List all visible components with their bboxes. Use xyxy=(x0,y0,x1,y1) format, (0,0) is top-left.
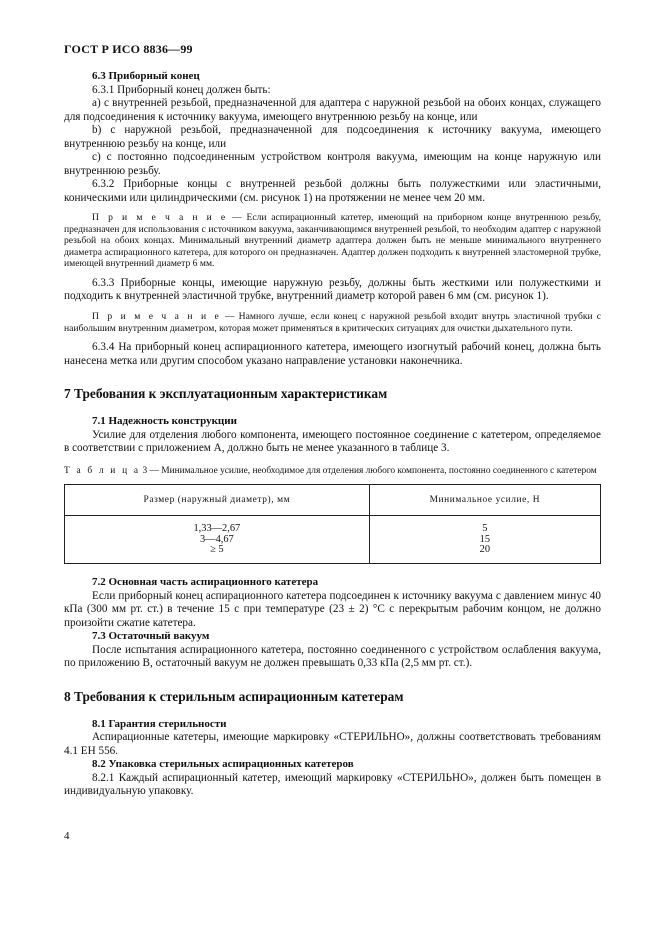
note-2 xyxy=(64,311,601,334)
section-7-3-title: 7.3 Остаточный вакуум xyxy=(92,630,210,643)
para-6-3-4: 6.3.4 На приборный конец аспирационного катетера, имеющего изогнутый рабочий конец, должна быть нанесена метка или другим способом указано направление установки наконечника. xyxy=(64,341,601,367)
para-6-3-1: 6.3.1 Приборный конец должен быть: xyxy=(92,83,271,96)
item-a: а) с внутренней резьбой, предназначенной для адаптера с наружной резьбой на обоих концах, служащего для подсоединения к источнику вакуума, имеющего внутреннюю резьбу на конце, или xyxy=(64,97,601,123)
page-number: 4 xyxy=(64,830,70,842)
para-8-1: Аспирационные катетеры, имеющие маркировку «СТЕРИЛЬНО», должны соответствовать требованиям 4.1 ЕН 556. xyxy=(64,731,601,757)
force-value: 15 xyxy=(479,533,491,545)
force-value: 5 xyxy=(482,523,488,535)
section-7-1-title: 7.1 Надежность конструкции xyxy=(92,415,237,428)
note-1 xyxy=(64,212,601,270)
table-caption xyxy=(64,466,601,478)
table-cell-forces xyxy=(369,516,600,564)
force-table xyxy=(64,484,601,564)
section-7-title: 7 Требования к эксплуатационным характеристикам xyxy=(64,386,388,402)
item-b: b) с наружной резьбой, предназначенной для подсоединения к источнику вакуума, имеющего внутреннюю резьбу на конце, или xyxy=(64,124,601,150)
section-8-1-title: 8.1 Гарантия стерильности xyxy=(92,717,227,730)
note-1-label: П р и м е ч а н и е xyxy=(92,212,228,223)
section-8-2-title: 8.2 Упаковка стерильных аспирационных катетеров xyxy=(92,758,354,771)
document-body xyxy=(64,70,601,799)
para-6-3-2: 6.3.2 Приборные концы с внутренней резьбой должны быть полужесткими или эластичными, коническими или цилиндрическими (см. рисунок 1) на протяжении не менее чем 20 мм. xyxy=(64,178,601,204)
table-header-force: Минимальное усилие, Н xyxy=(369,485,600,516)
note-2-text: — Намного лучше, если конец с наружной резьбой входит внутрь эластичной трубки с наибольшим внутренним диаметром, которая может применяться в критических ситуациях для очистки дыхательного пути. xyxy=(64,310,601,334)
para-6-3-3: 6.3.3 Приборные концы, имеющие наружную резьбу, должны быть жесткими или полужесткими и подходить к внутренней эластичной трубке, внутренний диаметр которой равен 6 мм (см. рисунок 1). xyxy=(64,276,601,303)
para-7-2: Если приборный конец аспирационного катетера подсоединен к источнику вакуума с давлением минус 40 кПа (300 мм рт. ст.) в течение 15 с при температуре (23 ± 2) °С с перекрытым рабочим концом, не должно произойти сжатие катетера. xyxy=(64,589,601,629)
table-cell-sizes xyxy=(65,516,370,564)
para-8-2-1: 8.2.1 Каждый аспирационный катетер, имеющий маркировку «СТЕРИЛЬНО», должен быть помещен в индивидуальную упаковку. xyxy=(64,771,601,798)
size-value: ≥ 5 xyxy=(210,544,224,556)
para-7-3: После испытания аспирационного катетера, постоянно соединенного с устройством ослабления вакуума, по приложению В, остаточный вакуум не должен превышать 0,33 кПа (2,5 мм рт. ст.). xyxy=(64,643,601,670)
section-8-title: 8 Требования к стерильным аспирационным катетерам xyxy=(64,688,404,704)
para-7-1: Усилие для отделения любого компонента, имеющего постоянное соединение с катетером, определяемое в соответствии с приложением А, должно быть не менее указанного в таблице 3. xyxy=(64,428,601,455)
table-label: Т а б л и ц а xyxy=(64,465,141,476)
table-header-size: Размер (наружный диаметр), мм xyxy=(65,485,370,516)
size-value: 1,33—2,67 xyxy=(193,523,241,535)
item-c: с) с постоянно подсоединенным устройством контроля вакуума, имеющим на конце наружную или внутреннюю резьбу. xyxy=(64,151,601,177)
force-value: 20 xyxy=(479,544,491,556)
document-header: ГОСТ Р ИСО 8836—99 xyxy=(64,42,193,56)
table-row xyxy=(65,516,601,564)
note-2-label: П р и м е ч а н и е xyxy=(92,310,221,322)
section-7-2-title: 7.2 Основная часть аспирационного катетера xyxy=(92,576,319,589)
table-caption-text: 3 — Минимальное усилие, необходимое для отделения любого компонента, постоянно соединенного с катетером xyxy=(140,465,597,476)
size-value: 3—4,67 xyxy=(199,533,234,545)
note-1-text: — Если аспирационный катетер, имеющий на приборном конце внутреннюю резьбу, предназначен для использования с источником вакуума, заканчивающимся внутренней резьбой, то необходим адаптер с наружной резьбой на обоих концах. Минимальный внутренний диаметр адаптера должен быть не меньше минимального внутреннего диаметра аспирационного катетера, для которого он предназначен. Адаптер должен подходить к внутренней эластомерной трубке, имеющей внутренний диаметр 6 мм. xyxy=(64,212,601,270)
section-6-3-title: 6.3 Приборный конец xyxy=(92,70,200,82)
